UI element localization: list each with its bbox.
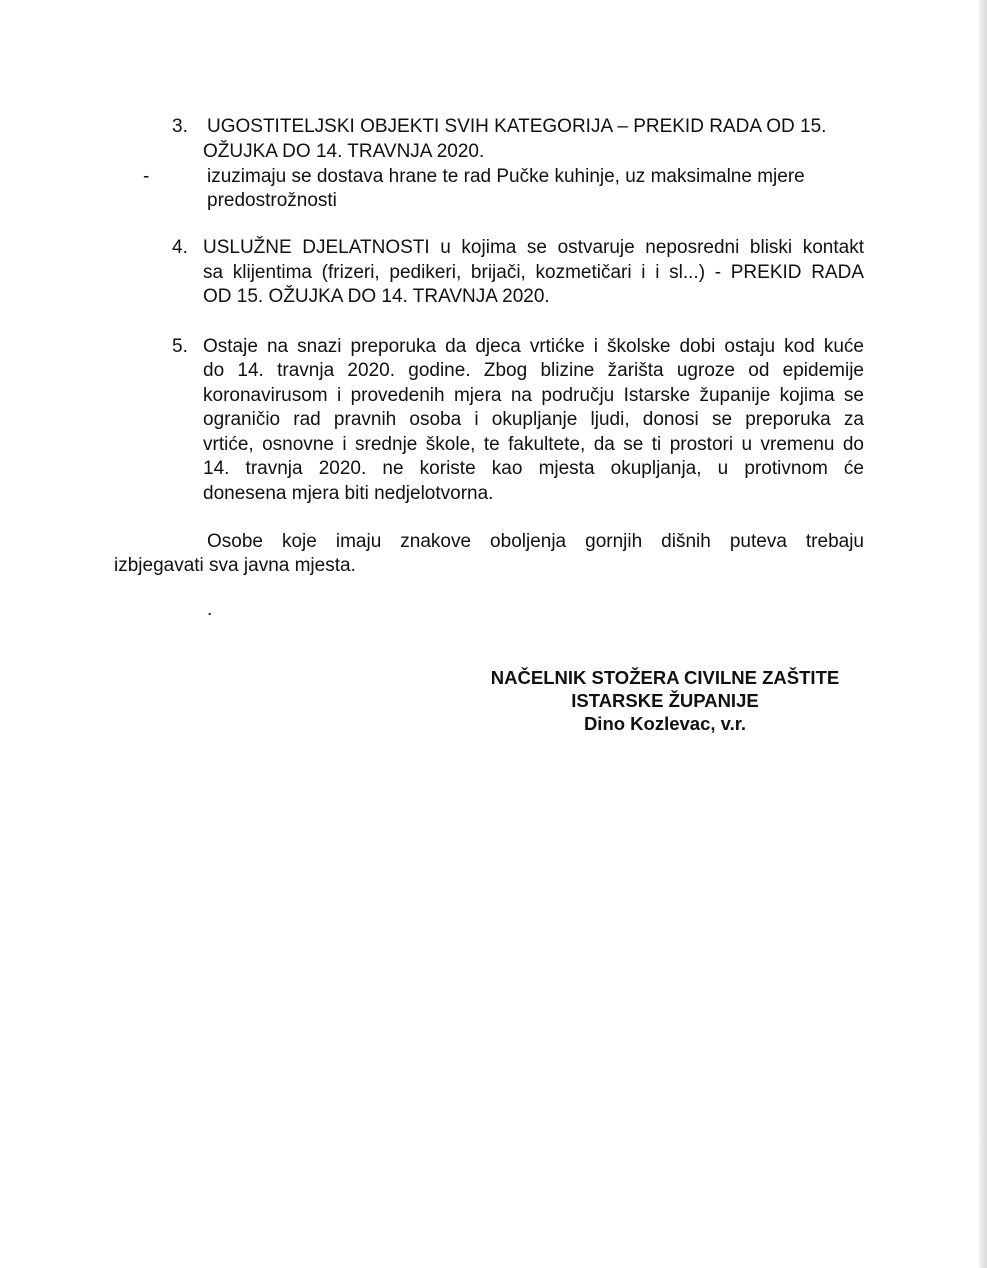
item-5-line-4: ograničio rad pravnih osoba i okupljanje ljudi, donosi se preporuka za xyxy=(203,409,864,430)
item-4-number: 4. xyxy=(172,237,188,258)
item-5-line-6: 14. travnja 2020. ne koriste kao mjesta okupljanja, u protivnom će xyxy=(203,458,864,479)
item-5-line-1: Ostaje na snazi preporuka da djeca vrtićke i školske dobi ostaju kod kuće xyxy=(203,336,864,357)
item-3-line-1: UGOSTITELJSKI OBJEKTI SVIH KATEGORIJA – PREKID RADA OD 15. xyxy=(207,116,827,137)
item-5-line-5: vrtiće, osnovne i srednje škole, te fakultete, da se ti prostori u vremenu do xyxy=(203,434,864,455)
stray-dot: . xyxy=(207,599,213,620)
signature-name: Dino Kozlevac, v.r. xyxy=(583,713,747,734)
signature-title-line-2: ISTARSKE ŽUPANIJE xyxy=(571,690,759,711)
item-3-bullet: - xyxy=(143,166,150,187)
item-4-line-1: USLUŽNE DJELATNOSTI u kojima se ostvaruje neposredni bliski kontakt xyxy=(203,237,864,258)
item-3-sub-line-1: izuzimaju se dostava hrane te rad Pučke kuhinje, uz maksimalne mjere xyxy=(207,166,805,187)
item-5-number: 5. xyxy=(172,336,188,357)
item-3-sub-line-2: predostrožnosti xyxy=(207,190,337,211)
item-5-line-3: koronavirusom i provedenih mjera na području Istarske županije kojima se xyxy=(203,385,864,406)
signature-title-line-1: NAČELNIK STOŽERA CIVILNE ZAŠTITE xyxy=(490,667,840,688)
item-3-number: 3. xyxy=(172,116,188,137)
item-3-line-2: OŽUJKA DO 14. TRAVNJA 2020. xyxy=(203,141,485,162)
item-5-line-2: do 14. travnja 2020. godine. Zbog blizine žarišta ugroze od epidemije xyxy=(203,360,864,381)
closing-line-1: Osobe koje imaju znakove oboljenja gornjih dišnih puteva trebaju xyxy=(207,531,864,552)
item-5-line-7: donesena mjera biti nedjelotvorna. xyxy=(203,483,494,504)
closing-line-2: izbjegavati sva javna mjesta. xyxy=(114,555,356,576)
item-4-line-3: OD 15. OŽUJKA DO 14. TRAVNJA 2020. xyxy=(203,286,550,307)
page-edge-shadow xyxy=(979,0,987,1268)
item-4-line-2: sa klijentima (frizeri, pedikeri, brijači, kozmetičari i i sl...) - PREKID RADA xyxy=(203,262,864,283)
